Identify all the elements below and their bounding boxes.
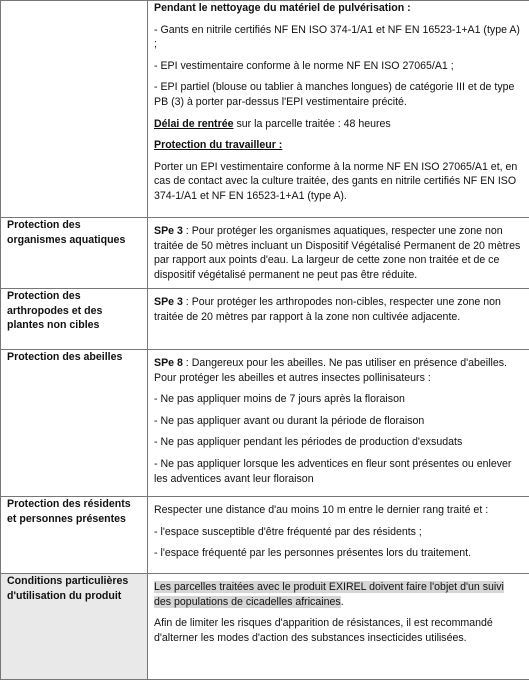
cleaning-title: Pendant le nettoyage du matériel de pulvérisation : <box>154 2 411 14</box>
row-content <box>148 574 529 680</box>
spe-code: SPe 8 <box>154 357 183 369</box>
row-content <box>148 218 529 289</box>
row-header: Protection des arthropodes et des plantes non cibles <box>1 289 148 350</box>
row-content <box>148 350 529 497</box>
list-item: - l'espace susceptible d'être fréquenté par des résidents ; <box>154 525 422 538</box>
list-item: - Ne pas appliquer lorsque les adventices en fleur sont présentes ou enlever les adventices avant leur floraison <box>154 457 512 485</box>
list-item: - Gants en nitrile certifiés NF EN ISO 374-1/A1 et NF EN 16523-1+A1 (type A) ; <box>154 23 520 51</box>
reentry-text: sur la parcelle traitée : 48 heures <box>233 117 391 130</box>
row-header: Protection des résidents et personnes présentes <box>1 497 148 574</box>
table-row <box>1 497 529 574</box>
spe-code: SPe 3 <box>154 225 183 237</box>
spe-text: : Pour protéger les organismes aquatiques, respecter une zone non traitée de 50 mètres incluant un Dispositif Végétalisé Permanent de 20 mètres par rapport aux points d'eau. La largeur de cette zone non traitée et de ce dispositif végétalisé permanent ne peut pas être réduite. <box>154 225 521 281</box>
special-condition <box>154 580 523 609</box>
spe-code: SPe 3 <box>154 296 183 308</box>
row-content <box>148 497 529 574</box>
row-header: Conditions particulières d'utilisation du produit <box>1 574 148 680</box>
row-header-empty <box>1 1 148 218</box>
highlighted-text: Les parcelles traitées avec le produit EXIREL doivent faire l'objet d'un suivi des populations de cicadelles africaines <box>154 581 504 608</box>
list-item: - Ne pas appliquer pendant les périodes de production d'exsudats <box>154 436 463 449</box>
list-item: - EPI partiel (blouse ou tablier à manches longues) de catégorie III et de type PB (3) à porter par-dessus l'EPI vestimentaire précité. <box>154 81 515 108</box>
worker-text: Porter un EPI vestimentaire conforme à la norme NF EN ISO 27065/A1 et, en cas de contact avec la culture traitée, des gants en nitrile certifiés NF EN ISO 374-1/A1 et NF EN 16523-1+A1 (type A). <box>154 160 518 202</box>
row-content <box>148 289 529 350</box>
row-header: Protection des abeilles <box>1 350 148 497</box>
table-row <box>1 574 529 680</box>
list-item: - Ne pas appliquer avant ou durant la période de floraison <box>154 414 425 427</box>
table-row <box>1 1 529 218</box>
list-item: - EPI vestimentaire conforme à le norme NF EN ISO 27065/A1 ; <box>154 59 454 72</box>
list-item: - l'espace fréquenté par les personnes présentes lors du traitement. <box>154 547 472 560</box>
table-row <box>1 289 529 350</box>
worker-title: Protection du travailleur : <box>154 139 283 152</box>
table-row <box>1 350 529 497</box>
spe-text: : Dangereux pour les abeilles. Ne pas utiliser en présence d'abeilles. Pour protéger les abeilles et autres insectes pollinisateurs : <box>154 357 507 384</box>
list-item: - Ne pas appliquer moins de 7 jours après la floraison <box>154 393 405 406</box>
residents-intro: Respecter une distance d'au moins 10 m entre le dernier rang traité et : <box>154 504 489 516</box>
table-row <box>1 218 529 289</box>
highlight-end: . <box>340 595 344 608</box>
resistance-advice: Afin de limiter les risques d'apparition de résistances, il est recommandé d'alterner les modes d'action des substances insecticides utilisées. <box>154 617 493 644</box>
row-content <box>148 1 529 218</box>
reentry-label: Délai de rentrée <box>154 117 234 130</box>
spe-text: : Pour protéger les arthropodes non-cibles, respecter une zone non traitée de 20 mètres par rapport à la zone non cultivée adjacente. <box>154 296 501 323</box>
reentry-line <box>154 117 523 132</box>
row-header: Protection des organismes aquatiques <box>1 218 148 289</box>
